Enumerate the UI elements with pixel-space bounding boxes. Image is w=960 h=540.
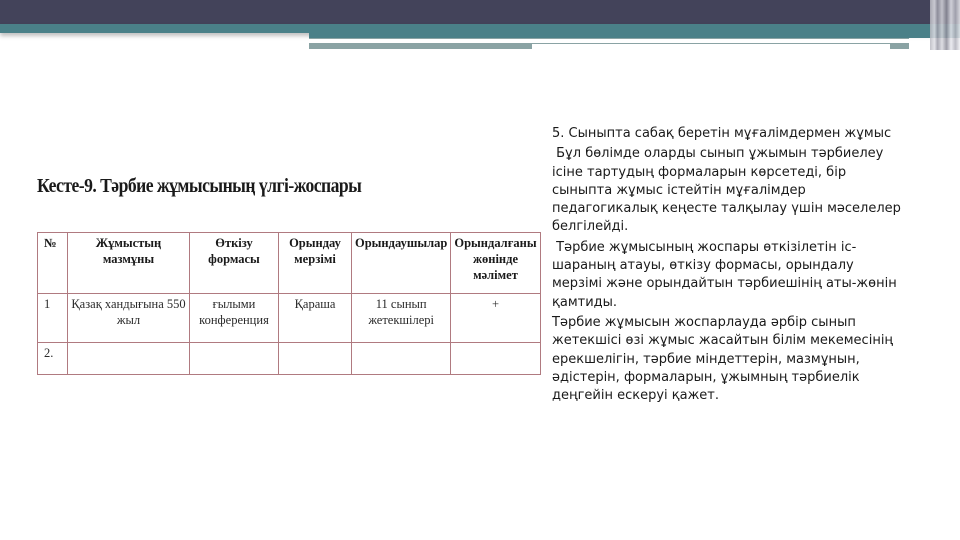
header-form: Өткізу формасы	[190, 233, 279, 294]
header-dark-band	[0, 0, 960, 24]
header-content: Жұмыстың мазмұны	[68, 233, 190, 294]
cell-completion-info	[451, 343, 540, 375]
header-white-line-short	[532, 44, 890, 49]
header-executors: Орындаушылар	[352, 233, 451, 294]
header-deadline: Орындау мерзімі	[279, 233, 352, 294]
header-right-edge-decoration	[930, 0, 960, 50]
cell-form: ғылыми конференция	[190, 294, 279, 343]
cell-content: Қазақ хандығына 550 жыл	[68, 294, 190, 343]
paragraph: Тәрбие жұмысын жоспарлауда әрбір сынып жетекшісі өзі жұмыс жасайтын білім мекемесінің ерекшелігін, тәрбие міндеттерін, мазмұнын, әдістерін, формаларын, ұжымның тәрбиелік деңгейін ескеруі қажет.	[552, 314, 894, 404]
header-accent-bar-lower	[309, 43, 532, 49]
cell-completion-info: +	[451, 294, 540, 343]
work-plan-table	[37, 232, 541, 375]
paragraph: Бұл бөлімде оларды сынып ұжымын тәрбиелеу ісіне тартудың формаларын көрсетеді, бір сыныпта жұмыс істейтін мұғалімдер педагогикалық кеңесте талқылау үшін мәселелер белгілейді.	[552, 146, 906, 235]
cell-number: 2.	[38, 343, 68, 375]
cell-number: 1	[38, 294, 68, 343]
body-text	[552, 125, 906, 407]
cell-executors: 11 сынып жетекшілері	[352, 294, 451, 343]
table-row	[38, 294, 541, 343]
header-teal-band	[0, 24, 960, 33]
cell-deadline: Қараша	[279, 294, 352, 343]
table-title: Кесте-9. Тәрбие жұмысының үлгі-жоспары	[37, 175, 362, 197]
cell-executors	[352, 343, 451, 375]
table-header-row	[38, 233, 541, 294]
cell-content	[68, 343, 190, 375]
table-row	[38, 343, 541, 375]
header-completion-info: Орындалғаны жөнінде мәлімет	[451, 233, 540, 294]
cell-form	[190, 343, 279, 375]
header-number: №	[38, 233, 68, 294]
paragraph-heading: 5. Сыныпта сабақ беретін мұғалімдермен жұмыс	[552, 126, 892, 141]
paragraph: Тәрбие жұмысының жоспары өткізілетін іс-шараның атауы, өткізу формасы, орындалу мерзімі және орындайтын тәрбиешінің аты-жөнін қамтиды.	[552, 239, 901, 310]
cell-deadline	[279, 343, 352, 375]
